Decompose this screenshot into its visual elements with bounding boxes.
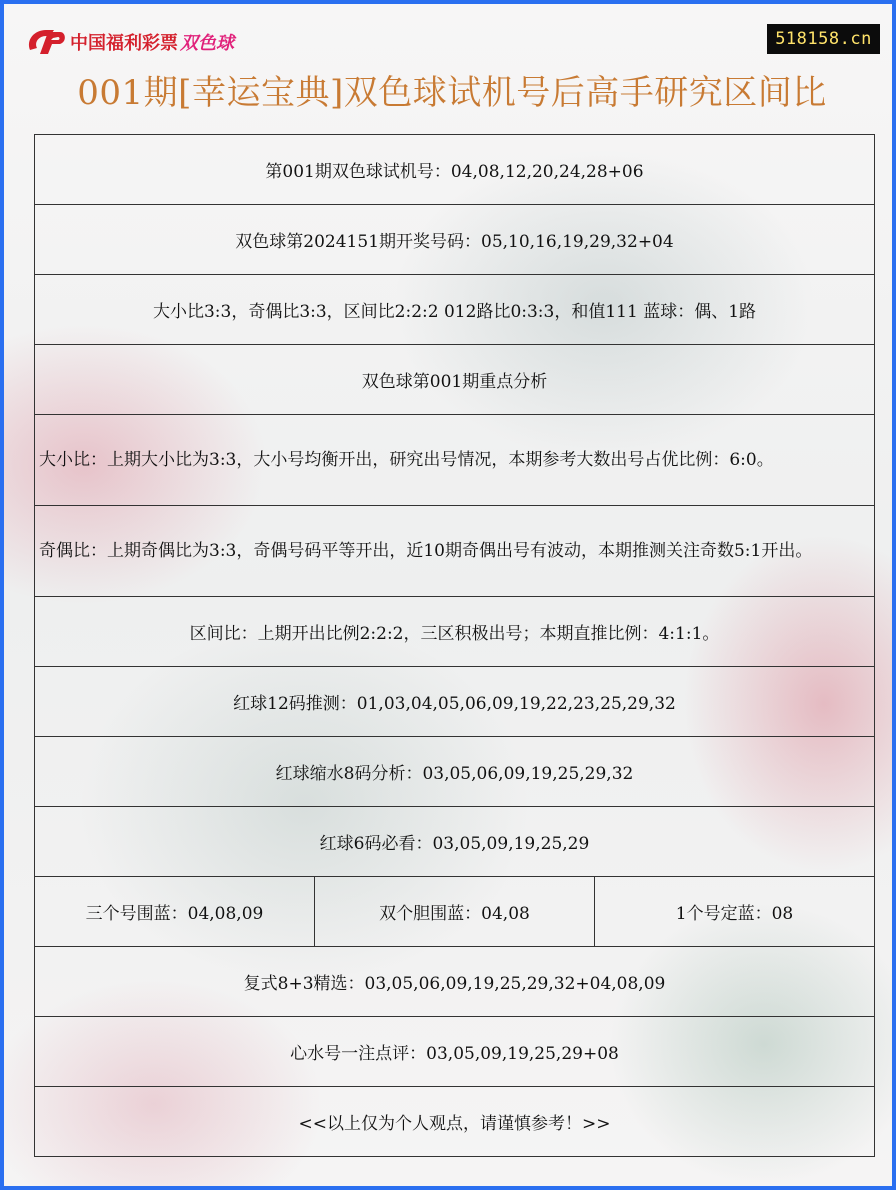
logo-sub-text: 双色球 [180, 33, 234, 54]
table-row [35, 1087, 875, 1157]
red-6-cell: 红球6码必看：03,05,09,19,25,29 [35, 807, 875, 877]
blue-two-cell: 双个胆围蓝：04,08 [315, 877, 595, 947]
cwl-logo-icon [24, 24, 68, 60]
table-row [35, 1017, 875, 1087]
table-row [35, 205, 875, 275]
logo-text: 中国福利彩票 [70, 33, 178, 54]
page-title: 001期[幸运宝典]双色球试机号后高手研究区间比 [77, 73, 827, 113]
table-row [35, 947, 875, 1017]
draw-result-cell: 双色球第2024151期开奖号码：05,10,16,19,29,32+04 [35, 205, 875, 275]
table-row [35, 667, 875, 737]
analysis-table [34, 134, 875, 1157]
size-ratio-cell: 大小比：上期大小比为3:3，大小号均衡开出，研究出号情况，本期参考大数出号占优比例：6:0。 [35, 415, 875, 506]
trial-number-cell: 第001期双色球试机号：04,08,12,20,24,28+06 [35, 135, 875, 205]
site-badge[interactable]: 518158.cn [767, 24, 880, 54]
analysis-heading-cell: 双色球第001期重点分析 [35, 345, 875, 415]
table-row [35, 135, 875, 205]
table-row [35, 415, 875, 506]
table-row [35, 737, 875, 807]
compound-pick-cell: 复式8+3精选：03,05,06,09,19,25,29,32+04,08,09 [35, 947, 875, 1017]
disclaimer-cell: <<以上仅为个人观点，请谨慎参考！>> [35, 1087, 875, 1157]
red-8-cell: 红球缩水8码分析：03,05,06,09,19,25,29,32 [35, 737, 875, 807]
ratio-summary-cell: 大小比3:3，奇偶比3:3，区间比2:2:2 012路比0:3:3，和值111 蓝球：偶、1路 [35, 275, 875, 345]
table-row [35, 506, 875, 597]
table-row [35, 275, 875, 345]
header [4, 4, 896, 134]
lottery-logo [24, 24, 234, 60]
red-12-cell: 红球12码推测：01,03,04,05,06,09,19,22,23,25,29,32 [35, 667, 875, 737]
blue-one-cell: 1个号定蓝：08 [595, 877, 875, 947]
table-row [35, 345, 875, 415]
blue-three-cell: 三个号围蓝：04,08,09 [35, 877, 315, 947]
favorite-pick-cell: 心水号一注点评：03,05,09,19,25,29+08 [35, 1017, 875, 1087]
table-row [35, 877, 875, 947]
table-row [35, 807, 875, 877]
zone-ratio-cell: 区间比：上期开出比例2:2:2，三区积极出号；本期直推比例：4:1:1。 [35, 597, 875, 667]
odd-even-ratio-cell: 奇偶比：上期奇偶比为3:3，奇偶号码平等开出，近10期奇偶出号有波动，本期推测关注奇数5:1开出。 [35, 506, 875, 597]
table-row [35, 597, 875, 667]
